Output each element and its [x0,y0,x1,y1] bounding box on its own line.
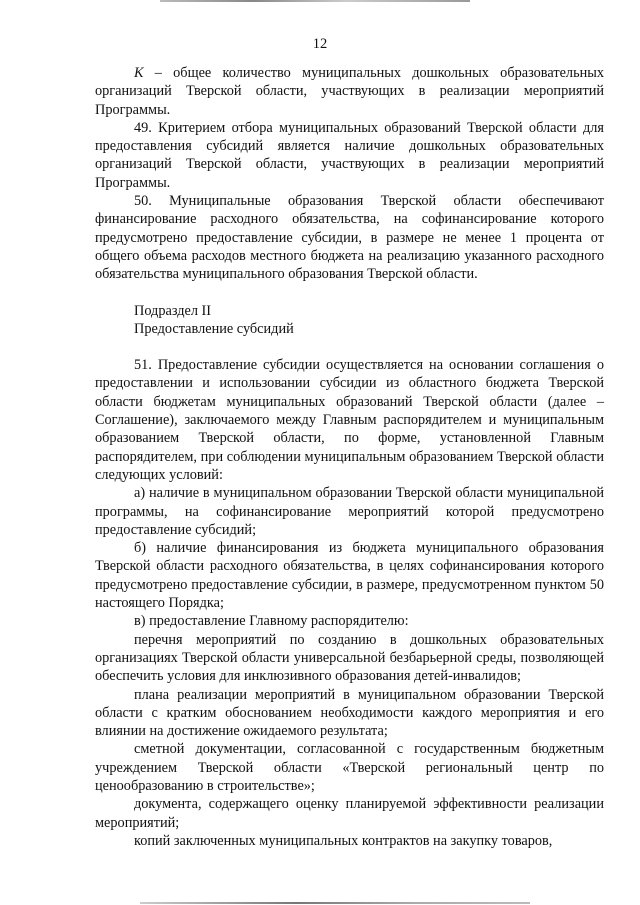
k-symbol: К [134,65,144,81]
paragraph-50: 50. Муниципальные образования Тверской области обеспечивают финансирование расходного обязательства, на софинансирование которого предусмотрено предоставление субсидии, в размере не менее 1 процента от общего объема расходов местного бюджета на реализацию указанного расходного обязательства муниципального образования Тверской области. [95,193,604,283]
list-item-efficiency: документа, содержащего оценку планируемой эффективности реализации мероприятий; [95,796,604,831]
paragraph-51: 51. Предоставление субсидии осуществляется на основании соглашения о предоставлении и использовании субсидии из областного бюджета Тверской области бюджетам муниципальных образований Тверской области (далее – Соглашение), заключаемого между Главным распорядителем и муниципальным образованием Тверской области, по форме, установленной Главным распорядителем, при соблюдении муниципальным образованием Тверской области следующих условий: [95,357,604,483]
condition-c: в) предоставление Главному распорядителю: [134,613,409,630]
subsection-subtitle: Предоставление субсидий [134,320,294,337]
condition-a: а) наличие в муниципальном образовании Тверской области муниципальной программы, на софинансирование мероприятий которой предусмотрено предоставление субсидий; [95,485,604,538]
list-item-contracts: копий заключенных муниципальных контрактов на закупку товаров, [134,832,553,849]
subsection-title: Подраздел II [134,302,212,319]
scan-top-edge [160,0,470,2]
list-item-measures: перечня мероприятий по созданию в дошкольных образовательных организациях Тверской области универсальной безбарьерной среды, позволяющей обеспечить условия для инклюзивного образования детей-инвалидов; [95,631,604,685]
list-item-plan: плана реализации мероприятий в муниципальном образовании Тверской области с кратким обоснованием необходимости каждого мероприятия и его влиянии на достижение ожидаемого результата; [95,686,604,740]
document-body [95,64,604,850]
page-number: 12 [312,36,328,52]
scan-bottom-edge [140,902,530,904]
condition-b: б) наличие финансирования из бюджета муниципального образования Тверской области расходного обязательства, в целях софинансирования которого предусмотрено предоставление субсидии, в размере, предусмотренном пунктом 50 настоящего Порядка; [95,540,604,612]
k-definition-text: – общее количество муниципальных дошкольных образовательных организаций Тверской области, участвующих в реализации мероприятий Программы. [95,65,604,118]
paragraph-49: 49. Критерием отбора муниципальных образований Тверской области для предоставления субсидий является наличие дошкольных образовательных организаций Тверской области, участвующих в реализации мероприятий Программы. [95,119,604,191]
paragraph-k-definition [95,64,604,119]
list-item-estimate: сметной документации, согласованной с государственным бюджетным учреждением Тверской области «Тверской региональный центр по ценообразованию в строительстве»; [95,741,604,794]
